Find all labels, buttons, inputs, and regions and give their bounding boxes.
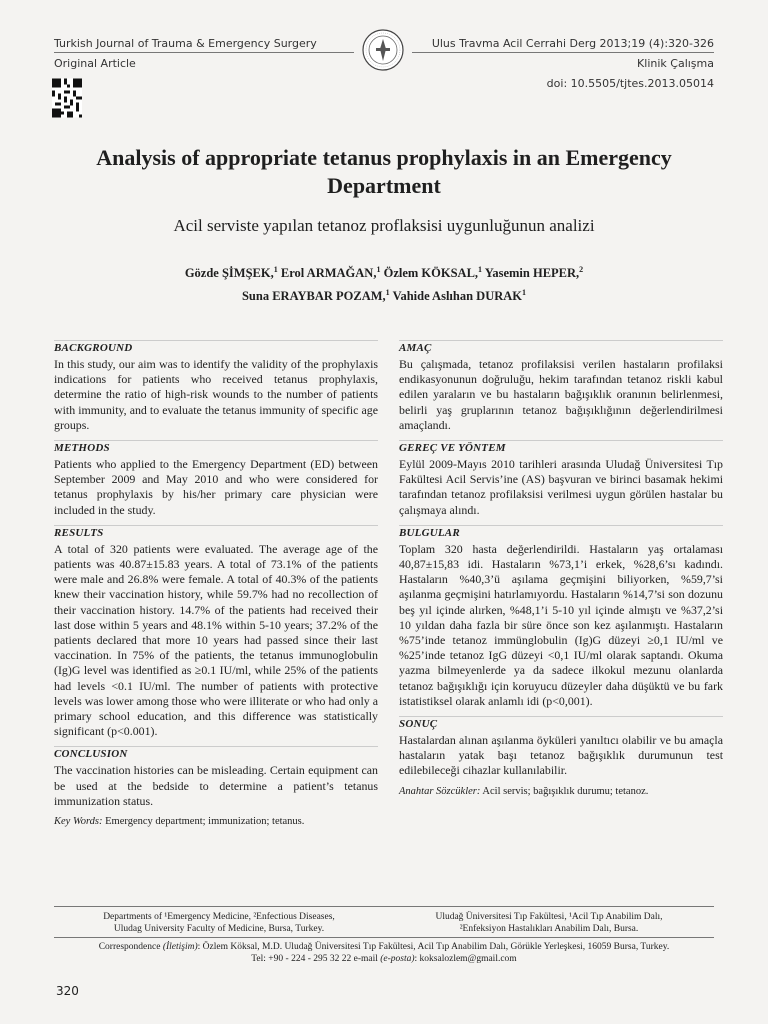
section-text-gerec: Eylül 2009-Mayıs 2010 tarihleri arasında Uludağ Üniversitesi Tıp Fakültesi Acil Servis’ine (AS) başvuran ve birinci basamak hekimi tarafından tetanoz profilaksisi verilmesi uygun görülen hastalar bu çalışmaya alındı. — [399, 457, 723, 517]
correspondence-phone: Tel: +90 - 224 - 295 32 22 e-mail — [251, 954, 381, 964]
keywords-label: Anahtar Sözcükler: — [399, 785, 481, 797]
affiliation-en-line-2: Uludag University Faculty of Medicine, Bursa, Turkey. — [113, 924, 325, 934]
section-text-amac: Bu çalışmada, tetanoz profilaksisi verilen hastaların profilaksi endikasyonunun doğruluğu, hekim tarafından tetanoz riskli kabul edilen yaraların ve bu hastaların bağışıklık oranının belirlenmesi, belirli yaş gruplarının tetanoz bağışıklığının değerlendirilmesi amaçlandı. — [399, 357, 723, 432]
affiliation-marker: 2 — [579, 265, 584, 274]
keywords-en — [54, 816, 378, 827]
section-heading-sonuc: SONUÇ — [399, 716, 723, 730]
section-heading-conclusion: CONCLUSION — [54, 746, 378, 760]
affiliation-en — [54, 911, 384, 935]
affiliation-marker: 1 — [376, 265, 381, 274]
correspondence-email: : koksalozlem@gmail.com — [414, 954, 517, 964]
email-label-tr: (e-posta) — [380, 954, 415, 964]
correspondence-label-tr: (İletişim) — [162, 942, 198, 952]
section-text-background: In this study, our aim was to identify the validity of the prophylaxis indications for patients who received tetanus prophylaxis, determine the ratio of high-risk wounds to the number of patients with immunity, and to evaluate the tetanus immunity of specific age groups. — [54, 357, 378, 432]
section-heading-results: RESULTS — [54, 525, 378, 539]
section-text-bulgular: Toplam 320 hasta değerlendirildi. Hastaların yaş ortalaması 40,87±15,83 idi. Hastaların %73,1’i erkek, %28,6’sı kadındı. Hastaların %40,3’ü aşılama geçmişini biliyorken, %59,7’si aşılanma geçmişini hatırlamıyordu. Hastaların %14,7’si son dozunu beş yıl içinde alırken, %48,1’i 5-10 yıl içinde almıştı ve %37,2’si 10 yıldan daha fazla bir süre önce son kez aşılanmıştı. Hastaların %75’inde tetanoz immünglobulin (Ig)G düzeyi ≥0,1 IU/ml ve %25’inde tetanoz IgG düzeyi <0,1 IU/ml olarak saptandı. Okuma yazma bilmeyenlerde ya da sadece ilkokul mezunu olanlarda tetanoz bağışıklığı için koruyucu düzeyler daha düşüktü ve bu fark istatistiksel olarak anlamlı idi (p<0,001). — [399, 541, 723, 708]
journal-citation-tr: Ulus Travma Acil Cerrahi Derg 2013;19 (4):320-326 — [431, 37, 714, 50]
article-type-en: Original Article — [54, 57, 136, 70]
author-name: Erol ARMAĞAN, — [280, 266, 377, 281]
author-name: Vahide Aslıhan DURAK — [392, 289, 522, 304]
article-title: Analysis of appropriate tetanus prophylaxis in an Emergency Department — [96, 145, 672, 198]
affiliation-tr-line-1: Uludağ Üniversitesi Tıp Fakültesi, ¹Acil Tıp Anabilim Dalı, — [435, 912, 663, 922]
section-text-methods: Patients who applied to the Emergency Department (ED) between September 2009 and May 2010 and who were considered for tetanus prophylaxis by his/her primary care physician were included in the study. — [54, 457, 378, 517]
keywords-tr — [399, 786, 723, 797]
affiliation-marker: 1 — [478, 265, 483, 274]
header-rule-right — [412, 52, 714, 53]
section-text-results: A total of 320 patients were evaluated. The average age of the patients was 40.87±15.83 years. A total of 73.1% of the patients were male and 26.8% were female. A total of 40.3% of the patients knew their vaccination history, while 59.7% had no recollection of their vaccination history. 14.7% of the patients had received their last dose within 5 years and 48.1% within 5-10 years; 37.2% of the patients declared that more 10 years had passed since their last vaccination. In 75% of the patients, the tetanus immunoglobulin (Ig)G level was identified as ≥0.1 IU/ml, while 25% of the patients had levels <0.1 IU/ml. The number of patients with protective levels was lower among those who were illiterate or who had only a primary school education, and this difference was statistically significant (p<0.001). — [54, 541, 378, 739]
author-name: Gözde ŞİMŞEK, — [184, 266, 274, 281]
author-list — [60, 260, 708, 306]
section-heading-amac: AMAÇ — [399, 340, 723, 354]
section-heading-methods: METHODS — [54, 440, 378, 454]
section-text-sonuc: Hastalardan alınan aşılanma öyküleri yanıltıcı olabilir ve bu amaçla hastaların yatak başı tetanoz bağışıklık durumunun test edilebileceği cihazlar kullanılabilir. — [399, 733, 723, 778]
correspondence — [54, 941, 714, 965]
abstract-en — [54, 340, 378, 827]
abstract-tr — [399, 340, 723, 797]
affiliation-marker: 1 — [385, 288, 390, 298]
section-heading-gerec: GEREÇ VE YÖNTEM — [399, 440, 723, 454]
keywords-label: Key Words: — [54, 816, 103, 828]
journal-seal-icon — [362, 29, 404, 71]
page-number: 320 — [56, 984, 79, 998]
author-name: Suna ERAYBAR POZAM, — [241, 289, 386, 304]
section-heading-bulgular: BULGULAR — [399, 525, 723, 539]
section-heading-background: BACKGROUND — [54, 340, 378, 354]
keywords-value: Emergency department; immunization; tetanus. — [105, 816, 305, 828]
correspondence-address: : Özlem Köksal, M.D. Uludağ Üniversitesi Tıp Fakültesi, Acil Tıp Anabilim Dalı, Görükle Yerleşkesi, 16059 Bursa, Turkey. — [197, 942, 670, 952]
qr-code-icon — [52, 78, 82, 118]
header-rule-left — [54, 52, 354, 53]
article-type-tr: Klinik Çalışma — [637, 57, 714, 70]
footer-rule-top — [54, 906, 714, 907]
author-line-1 — [60, 260, 708, 283]
article-subtitle-tr: Acil serviste yapılan tetanoz proflaksisi uygunluğunun analizi — [173, 216, 595, 235]
keywords-value: Acil servis; bağışıklık durumu; tetanoz. — [482, 785, 649, 797]
affiliation-tr — [384, 911, 714, 935]
affiliation-marker: 1 — [273, 265, 278, 274]
affiliation-tr-line-2: ²Enfeksiyon Hastalıkları Anabilim Dalı, Bursa. — [459, 924, 639, 934]
journal-name-en: Turkish Journal of Trauma & Emergency Surgery — [54, 37, 317, 50]
author-line-2 — [60, 283, 708, 306]
section-text-conclusion: The vaccination histories can be misleading. Certain equipment can be used at the bedside to determine a patient’s tetanus immunization status. — [54, 763, 378, 808]
correspondence-label: Correspondence — [98, 942, 161, 952]
footer-rule-bottom — [54, 937, 714, 938]
affiliation-marker: 1 — [522, 288, 526, 298]
author-name: Yasemin HEPER, — [484, 266, 580, 281]
author-name: Özlem KÖKSAL, — [383, 266, 479, 281]
affiliation-en-line-1: Departments of ¹Emergency Medicine, ²Enfectious Diseases, — [103, 912, 335, 922]
doi: doi: 10.5505/tjtes.2013.05014 — [546, 77, 714, 90]
